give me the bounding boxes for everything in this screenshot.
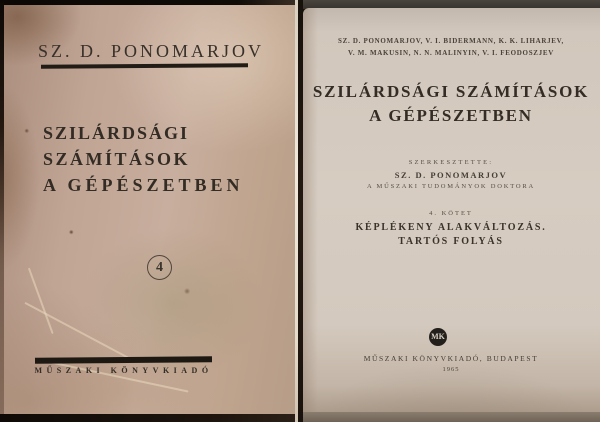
cover-left-edge <box>0 0 4 422</box>
cover-title <box>43 120 244 198</box>
cover-top-edge <box>0 0 297 5</box>
book-cover-page <box>0 0 297 422</box>
cover-bottom-edge <box>0 414 297 422</box>
cover-title-line-3: A GÉPÉSZETBEN <box>43 175 244 195</box>
cover-stain-crack <box>25 302 132 360</box>
title-page-title-line-2: A GÉPÉSZETBEN <box>369 106 533 125</box>
editor-degree: A MŰSZAKI TUDOMÁNYOK DOKTORA <box>366 183 536 190</box>
cover-author-name: SZ. D. PONOMARJOV <box>38 41 265 61</box>
cover-author-underline <box>41 63 248 68</box>
cover-stain-crack <box>41 359 188 392</box>
cover-stain-crack <box>28 268 53 334</box>
title-page <box>303 8 600 414</box>
subtitle-line-2: TARTÓS FOLYÁS <box>398 236 504 247</box>
cover-title-line-1: SZILÁRDSÁGI <box>43 123 190 143</box>
cover-title-line-2: SZÁMÍTÁSOK <box>43 149 191 169</box>
subtitle-line-1: KÉPLÉKENY ALAKVÁLTOZÁS. <box>355 222 547 233</box>
title-page-authors-line-1: SZ. D. PONOMARJOV, V. I. BIDERMANN, K. K. LIHARJEV, <box>338 37 564 45</box>
editor-name: SZ. D. PONOMARJOV <box>394 170 508 180</box>
publisher-logo-icon: MK <box>429 328 447 346</box>
cover-publisher-bar <box>35 356 212 363</box>
cover-volume-badge: 4 <box>147 255 172 280</box>
title-page-authors-line-2: V. M. MAKUSIN, N. N. MALINYIN, V. I. FEODOSZJEV <box>348 49 554 57</box>
title-page-title-line-1: SZILÁRDSÁGI SZÁMÍTÁSOK <box>312 82 590 101</box>
publication-year: 1965 <box>442 366 460 373</box>
editor-label: SZERKESZTETTE: <box>408 159 494 166</box>
volume-label: 4. KÖTET <box>429 210 473 217</box>
title-page-bottom-edge <box>303 412 600 422</box>
cover-publisher-name: MŰSZAKI KÖNYVKIADÓ <box>34 366 213 375</box>
publisher-imprint: MŰSZAKI KÖNYVKIADÓ, BUDAPEST <box>363 354 539 363</box>
